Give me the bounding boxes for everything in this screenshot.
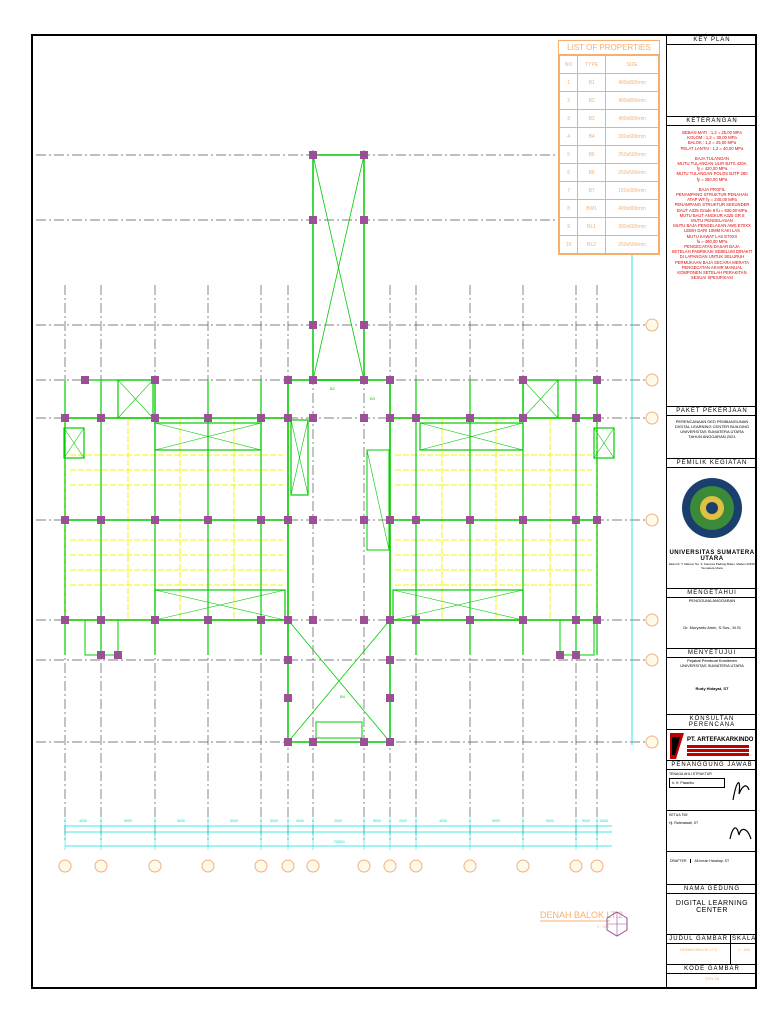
column-marker (593, 376, 601, 384)
ketua-tim-label: KETUA TIM (669, 813, 688, 817)
beam-label: B4 (340, 694, 345, 699)
column-marker (61, 616, 69, 624)
grid-bubbles (59, 149, 658, 872)
dimension-label: 5000 (600, 819, 608, 823)
properties-row (560, 236, 659, 254)
grid-bubble (591, 860, 603, 872)
column-marker (97, 651, 105, 659)
column-marker (386, 738, 394, 746)
note-line: BEBAN MATI : 1,2 = 25,00 MPa (682, 130, 742, 135)
note-line: MUTU TULANGAN ULIR BJTS 420A (677, 161, 747, 167)
konsultan-section (667, 714, 757, 760)
grid-bubble (646, 374, 658, 386)
column-marker (360, 516, 368, 524)
column-marker (360, 738, 368, 746)
pemilik-header: PEMILIK KEGIATAN (667, 459, 757, 468)
column-marker (386, 616, 394, 624)
column-marker (519, 616, 527, 624)
dimension-lines (65, 818, 612, 850)
tenaga-ahli-row (667, 770, 757, 811)
penanggung-header: PENANGGUNG JAWAB (667, 761, 757, 770)
dimension-label: 5000 (124, 819, 132, 823)
properties-cell: 250x500mm (606, 146, 659, 164)
column-marker (284, 516, 292, 524)
list-of-properties-table (558, 40, 660, 255)
properties-row (560, 218, 659, 236)
konsultan-name: PT. ARTEFAKARKINDO (687, 736, 754, 743)
grid-bubble (570, 860, 582, 872)
dimension-label: 4000 (296, 819, 304, 823)
column-marker (284, 694, 292, 702)
mengetahui-name: Dr. Muryanto Amin, S.Sos., M.Si (683, 625, 741, 630)
grid-bubble (149, 860, 161, 872)
properties-cell: 150x300mm (606, 182, 659, 200)
dimension-label: 5000 (230, 819, 238, 823)
note-line: MUTU BAJA PENGELASAN AWS E70XX (673, 223, 751, 229)
note-line: ATAP WF fy = 240,00 MPa (687, 197, 737, 203)
note-line: MUTU KAWAT LAS E70XX (686, 233, 738, 239)
properties-cell: B4 (578, 128, 606, 146)
column-marker (284, 414, 292, 422)
dimension-label: 5000 (177, 819, 185, 823)
properties-cell: 400x800mm (606, 92, 659, 110)
properties-row (560, 92, 659, 110)
column-marker (204, 516, 212, 524)
note-line: MUTU PENGELASAN (691, 218, 733, 224)
properties-cell: 4 (560, 128, 578, 146)
properties-cell: B6 (578, 164, 606, 182)
menyetujui-org: UNIVERSITAS SUMATERA UTARA (680, 663, 744, 668)
note-line: DIGITAL LEARNING CENTER BUILDING (674, 424, 750, 429)
grid-bubble (646, 319, 658, 331)
column-marker (386, 376, 394, 384)
beams (64, 155, 614, 742)
note-line: MUTU TULANGAN POLOS BJTP 280 (676, 171, 748, 177)
drafter-row (667, 852, 757, 870)
column-marker (257, 414, 265, 422)
note-line: BAJA TULANGAN (694, 155, 730, 161)
properties-row (560, 164, 659, 182)
column-marker (97, 516, 105, 524)
column-marker (284, 656, 292, 664)
properties-cell: 300x600mm (606, 128, 659, 146)
note-line: TAHUN ANGGARAN 2021 (688, 434, 736, 439)
mengetahui-section (667, 588, 757, 648)
key-plan-header: KEY PLAN (667, 36, 757, 45)
grid-bubble (282, 860, 294, 872)
note-line: BAUT A325 Grade 8 fu = 830,00 MPa (676, 207, 748, 213)
steel-notes (667, 187, 757, 281)
properties-cell: 1 (560, 74, 578, 92)
note-line: BAJA PROFIL (698, 186, 726, 192)
note-line: fu = 490,00 MPa (696, 238, 728, 244)
note-line: fy = 420,00 MPa (696, 166, 728, 172)
column-marker (309, 516, 317, 524)
properties-cell: 10 (560, 236, 578, 254)
note-line: PENAMPANG STRUKTUR PENAHAN (676, 192, 748, 198)
grid-bubble (646, 412, 658, 424)
column-marker (257, 616, 265, 624)
column-marker (466, 516, 474, 524)
properties-cell: 6 (560, 164, 578, 182)
kode-value: STR-03 (705, 976, 719, 981)
konsultan-header: KONSULTAN PERENCANA (667, 715, 757, 730)
ketua-tim-name: Hj. Rahmawati, ST (669, 821, 699, 825)
dimension-label: 4000 (439, 819, 447, 823)
column-marker (386, 656, 394, 664)
tenaga-ahli-label: TENAGA AHLI STRUKTUR (669, 772, 712, 776)
column-marker (360, 376, 368, 384)
plan-title: DENAH BALOK LT.2 (540, 910, 623, 920)
column-marker (151, 414, 159, 422)
properties-cell: 5 (560, 146, 578, 164)
grid-bubble (358, 860, 370, 872)
dimension-label: 5000 (492, 819, 500, 823)
total-dimension-label: 70000 (333, 839, 345, 844)
dimension-label: 5000 (582, 819, 590, 823)
column-marker (593, 516, 601, 524)
column-marker (412, 414, 420, 422)
dimension-label: 5000 (546, 819, 554, 823)
nama-gedung-header: NAMA GEDUNG (667, 885, 757, 894)
column-marker (466, 616, 474, 624)
usu-logo-icon (667, 468, 757, 548)
grid-bubble (59, 860, 71, 872)
properties-cell: BL2 (578, 236, 606, 254)
dimension-label: 2000 (334, 819, 342, 823)
nama-gedung: DIGITAL LEARNING CENTER (675, 900, 749, 914)
column-marker (519, 376, 527, 384)
dimension-label: 2000 (399, 819, 407, 823)
stair-outline (560, 620, 594, 655)
column-marker (309, 616, 317, 624)
kode-header: KODE GAMBAR (667, 965, 757, 974)
column-marker (572, 616, 580, 624)
mengetahui-role: PENGGUNA ANGGARAN (688, 598, 736, 603)
properties-row (560, 200, 659, 218)
signature-icon (727, 819, 753, 845)
columns (61, 151, 601, 746)
note-line: BALOK : 1,2 = 25,00 MPa (687, 140, 737, 146)
note-line: MUTU BAUT ANGKUR A325 GR 8 (679, 212, 745, 218)
tenaga-ahli-name: Ir. H. Pasaribu (669, 778, 725, 788)
column-marker (81, 376, 89, 384)
keterangan-section (667, 116, 757, 406)
properties-cell: 400x800mm (606, 110, 659, 128)
university-name: UNIVERSITAS SUMATERA UTARA (669, 550, 755, 562)
column-marker (284, 376, 292, 384)
column-marker (114, 651, 122, 659)
column-marker (309, 738, 317, 746)
mengetahui-header: MENGETAHUI (667, 589, 757, 598)
column-marker (151, 376, 159, 384)
grid-bubble (646, 654, 658, 666)
grid-bubble (384, 860, 396, 872)
ketua-tim-row (667, 811, 757, 852)
drafter-label: DRAFTER (667, 859, 691, 863)
properties-cell: B5 (578, 146, 606, 164)
properties-header: NO (560, 56, 578, 74)
keterangan-header: KETERANGAN (667, 117, 757, 126)
column-marker (519, 414, 527, 422)
column-marker (360, 616, 368, 624)
menyetujui-name: Rudy Hidayat, ST (695, 686, 729, 691)
column-marker (386, 516, 394, 524)
plan-title-block (540, 910, 627, 936)
note-line: PELAT LANTAI : 1,2 = 40,00 MPa (680, 145, 744, 151)
judul-header: JUDUL GAMBAR (667, 935, 730, 944)
column-marker (257, 516, 265, 524)
dimension-label: 4000 (79, 819, 87, 823)
column-marker (151, 516, 159, 524)
column-marker (360, 321, 368, 329)
note-line: DI LAPANGAN UNTUK SELURUH (679, 254, 745, 260)
properties-header: TYPE (578, 56, 606, 74)
column-marker (204, 414, 212, 422)
properties-cell: 250x500mm (606, 164, 659, 182)
drafter-name: Ali Imran Harahap, ST (694, 859, 730, 863)
grid-bubble (646, 514, 658, 526)
note-line: PENGECATAN AKHIR MANUAL (681, 264, 743, 270)
dimension-label: 5000 (373, 819, 381, 823)
note-line: SESUAI SPESIFIKASI (690, 275, 734, 281)
column-marker (466, 414, 474, 422)
properties-row (560, 110, 659, 128)
properties-header: SIZE (606, 56, 659, 74)
properties-cell: B1 (578, 74, 606, 92)
note-line: PENAMPANG STRUKTUR SEKUNDER (674, 202, 750, 208)
column-marker (572, 651, 580, 659)
wing-outline (523, 380, 597, 418)
column-marker (556, 651, 564, 659)
concrete-notes (667, 130, 757, 151)
column-marker (572, 516, 580, 524)
column-marker (61, 516, 69, 524)
lift-box (316, 722, 362, 738)
column-marker (593, 616, 601, 624)
properties-cell: 3 (560, 110, 578, 128)
properties-cell: B2 (578, 92, 606, 110)
properties-row (560, 146, 659, 164)
column-marker (309, 151, 317, 159)
skala-header: SKALA (731, 936, 757, 942)
artefak-logo-icon (670, 733, 684, 759)
note-line: KOLOM : 1,2 = 30,00 MPa (687, 135, 737, 141)
properties-cell: 7 (560, 182, 578, 200)
column-marker (386, 694, 394, 702)
grid-bubble (464, 860, 476, 872)
column-marker (360, 216, 368, 224)
menyetujui-section (667, 648, 757, 714)
key-plan-section (667, 36, 757, 116)
note-line: UNIVERSITAS SUMATERA UTARA (680, 429, 744, 434)
column-marker (309, 376, 317, 384)
properties-cell: 300x600mm (606, 218, 659, 236)
nama-gedung-section (667, 884, 757, 934)
menyetujui-role: Pejabat Pembuat Komitmen (687, 658, 737, 663)
grid-bubble (202, 860, 214, 872)
grid-bubble (255, 860, 267, 872)
menyetujui-header: MENYETUJUI (667, 649, 757, 658)
note-line: fy = 280,00 MPa (696, 176, 728, 182)
university-address: Jalan Dr. T. Mansur No. 9, Kampus Padang Bulan, Medan 20155, Sumatera Utara (668, 562, 756, 570)
column-marker (61, 414, 69, 422)
note-line: LEBIH DARI 10MM KAKI LAS (684, 228, 740, 234)
properties-cell: BW1 (578, 200, 606, 218)
column-marker (97, 414, 105, 422)
column-marker (593, 414, 601, 422)
properties-cell: 9 (560, 218, 578, 236)
grid-bubble (517, 860, 529, 872)
properties-cell: BL1 (578, 218, 606, 236)
pemilik-section (667, 458, 757, 588)
title-block (666, 36, 759, 989)
column-marker (151, 616, 159, 624)
dimension-label: 5000 (270, 819, 278, 823)
note-line: KOMPONEN SETELAH PERAKITAN (677, 270, 747, 276)
properties-cell: 8 (560, 200, 578, 218)
column-marker (309, 216, 317, 224)
judul-section (667, 934, 757, 964)
column-marker (360, 414, 368, 422)
properties-cell: 400x800mm (606, 74, 659, 92)
grid-bubble (646, 614, 658, 626)
note-line: SETELAH PABRIKASI SEBELUM DIRAKIT (671, 249, 753, 255)
note-line: PERENCANAAN DED PEMBANGUNAN (675, 419, 749, 424)
plan-title-scale: 1 : 200 (597, 924, 610, 929)
skala-value: 1 : 200 (738, 947, 751, 952)
properties-cell: B7 (578, 182, 606, 200)
column-marker (309, 414, 317, 422)
grid-bubble (307, 860, 319, 872)
column-marker (386, 414, 394, 422)
note-line: PERMUKAAN BAJA SECARA MERATA (674, 259, 750, 265)
column-marker (309, 321, 317, 329)
column-marker (204, 616, 212, 624)
column-marker (97, 616, 105, 624)
column-marker (284, 616, 292, 624)
paket-section (667, 406, 757, 458)
wing-outline (85, 380, 155, 418)
properties-cell: 2 (560, 92, 578, 110)
bracing (367, 450, 389, 550)
judul-value: DENAH BALOK LT.2 (680, 947, 718, 952)
column-marker (360, 151, 368, 159)
column-marker (572, 414, 580, 422)
beam-label: B3 (370, 396, 375, 401)
grid-bubble (95, 860, 107, 872)
core-frame (288, 380, 390, 742)
column-marker (412, 516, 420, 524)
grid-bubble (646, 736, 658, 748)
column-marker (519, 516, 527, 524)
properties-cell: 250x500mm (606, 236, 659, 254)
beam-label: B2 (330, 386, 335, 391)
column-marker (284, 738, 292, 746)
properties-cell: B3 (578, 110, 606, 128)
note-line: PENGECATAN DASAR BAJA (684, 244, 740, 250)
properties-row (560, 128, 659, 146)
paket-header: PAKET PEKERJAAN (667, 407, 757, 416)
properties-row (560, 74, 659, 92)
grid-bubble (410, 860, 422, 872)
properties-cell: 400x800mm (606, 200, 659, 218)
rebar-notes (667, 156, 757, 182)
penanggung-jawab-section (667, 760, 757, 884)
properties-row (560, 182, 659, 200)
kode-section (667, 964, 757, 989)
paket-lines (667, 419, 757, 439)
properties-title: LIST OF PROPERTIES (559, 41, 659, 55)
signature-icon (729, 774, 753, 804)
column-marker (412, 616, 420, 624)
